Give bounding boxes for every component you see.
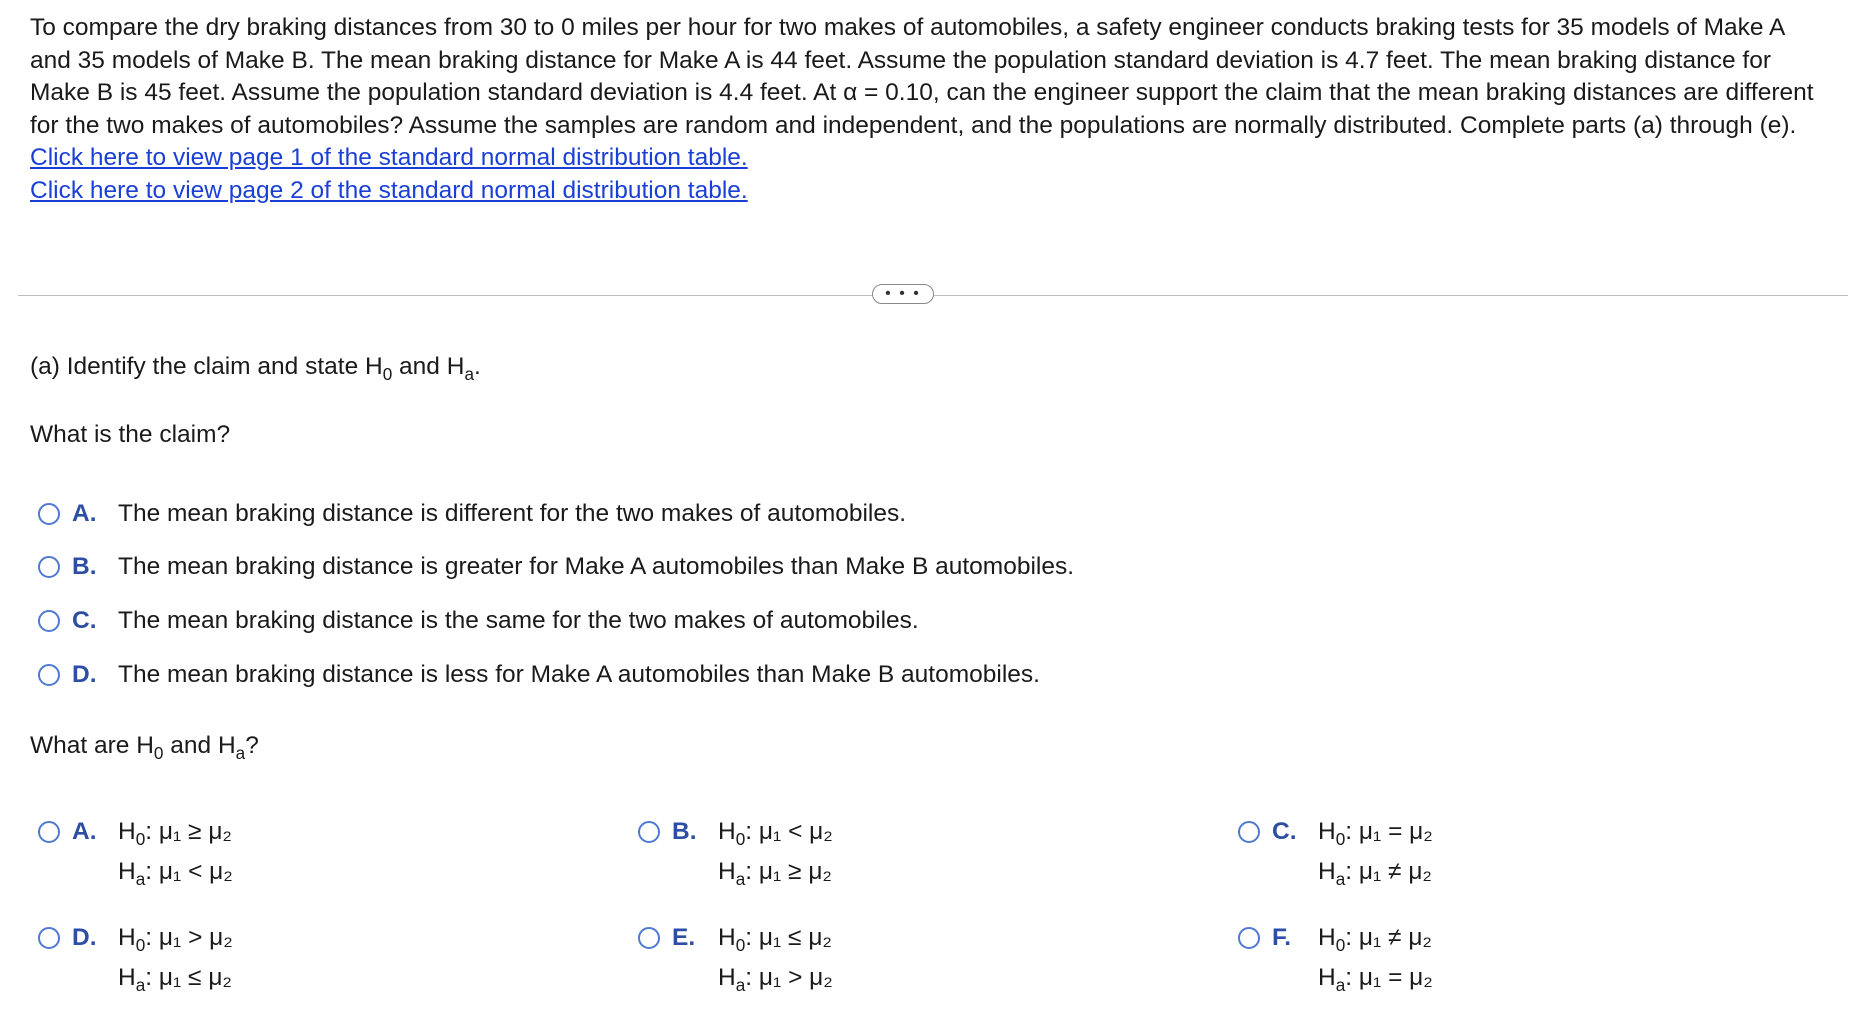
- ha-statement: $H_a$: μ₁ ≥ μ₂: [718, 858, 832, 889]
- claim-option-b[interactable]: B. The mean braking distance is greater for Make A automobiles than Make B automobiles.: [38, 551, 1074, 583]
- radio-button[interactable]: [38, 610, 60, 632]
- radio-button[interactable]: [1238, 821, 1260, 843]
- problem-text: To compare the dry braking distances from 30 to 0 miles per hour for two makes of automobiles, a safety engineer conducts braking tests for 35 models of Make A and 35 models of Make B. The mean braking distance for Make A is 44 feet. Assume the population standard deviation is 4.7 feet. The mean braking distance for Make B is 45 feet. Assume the population standard deviation is 4.4 feet. At α = 0.10, can the engineer support the claim that the mean braking distances are different for the two makes of automobiles? Assume the samples are random and independent, and the populations are normally distributed. Complete parts (a) through (e).: [30, 14, 1814, 139]
- hyp-option-b[interactable]: B. $H_0$: μ₁ < μ₂ $H_a$: μ₁ ≥ μ₂: [638, 812, 833, 892]
- h0-statement: $H_0$: μ₁ = μ₂: [1318, 818, 1433, 849]
- option-text: The mean braking distance is greater for Make A automobiles than Make B automobiles.: [118, 553, 1075, 580]
- h0-statement: $H_0$: μ₁ > μ₂: [118, 924, 233, 955]
- ha-statement: $H_a$: μ₁ = μ₂: [1318, 964, 1433, 995]
- claim-question: What is the claim?: [30, 421, 231, 448]
- h0-statement: $H_0$: μ₁ ≠ μ₂: [1318, 924, 1432, 955]
- claim-option-c[interactable]: C. The mean braking distance is the same for the two makes of automobiles.: [38, 605, 919, 637]
- radio-button[interactable]: [38, 503, 60, 525]
- hyp-option-e[interactable]: E. $H_0$: μ₁ ≤ μ₂ $H_a$: μ₁ > μ₂: [638, 918, 833, 998]
- radio-button[interactable]: [38, 821, 60, 843]
- h0-statement: $H_0$: μ₁ ≥ μ₂: [118, 818, 232, 849]
- ha-statement: $H_a$: μ₁ ≠ μ₂: [1318, 858, 1432, 889]
- radio-button[interactable]: [38, 556, 60, 578]
- hypotheses-question: What are $H_0$ and $H_a$?: [30, 732, 259, 763]
- hyp-option-c[interactable]: C. $H_0$: μ₁ = μ₂ $H_a$: μ₁ ≠ μ₂: [1238, 812, 1433, 892]
- h0-statement: $H_0$: μ₁ ≤ μ₂: [718, 924, 832, 955]
- claim-option-a[interactable]: A. The mean braking distance is different for the two makes of automobiles.: [38, 498, 906, 530]
- hyp-option-f[interactable]: F. $H_0$: μ₁ ≠ μ₂ $H_a$: μ₁ = μ₂: [1238, 918, 1433, 998]
- claim-option-d[interactable]: D. The mean braking distance is less for Make A automobiles than Make B automobiles.: [38, 659, 1040, 691]
- normal-table-page2-link[interactable]: Click here to view page 2 of the standard normal distribution table.: [30, 176, 748, 204]
- radio-button[interactable]: [38, 664, 60, 686]
- normal-table-page1-link[interactable]: Click here to view page 1 of the standard normal distribution table.: [30, 144, 748, 171]
- option-text: The mean braking distance is different for the two makes of automobiles.: [118, 500, 907, 527]
- ha-statement: $H_a$: μ₁ > μ₂: [718, 964, 833, 995]
- ha-statement: $H_a$: μ₁ < μ₂: [118, 858, 233, 889]
- radio-button[interactable]: [1238, 927, 1260, 949]
- h0-statement: $H_0$: μ₁ < μ₂: [718, 818, 833, 849]
- part-a-heading: (a) Identify the claim and state $H_0$ and $H_a$.: [30, 353, 481, 384]
- hyp-option-d[interactable]: D. $H_0$: μ₁ > μ₂ $H_a$: μ₁ ≤ μ₂: [38, 918, 233, 998]
- option-text: The mean braking distance is less for Make A automobiles than Make B automobiles.: [118, 661, 1040, 688]
- radio-button[interactable]: [638, 927, 660, 949]
- expand-more-button[interactable]: • • •: [872, 284, 934, 304]
- ha-statement: $H_a$: μ₁ ≤ μ₂: [118, 964, 232, 995]
- hyp-option-a[interactable]: A. $H_0$: μ₁ ≥ μ₂ $H_a$: μ₁ < μ₂: [38, 812, 233, 892]
- option-text: The mean braking distance is the same for the two makes of automobiles.: [118, 607, 919, 634]
- radio-button[interactable]: [638, 821, 660, 843]
- radio-button[interactable]: [38, 927, 60, 949]
- problem-statement: [30, 12, 1820, 207]
